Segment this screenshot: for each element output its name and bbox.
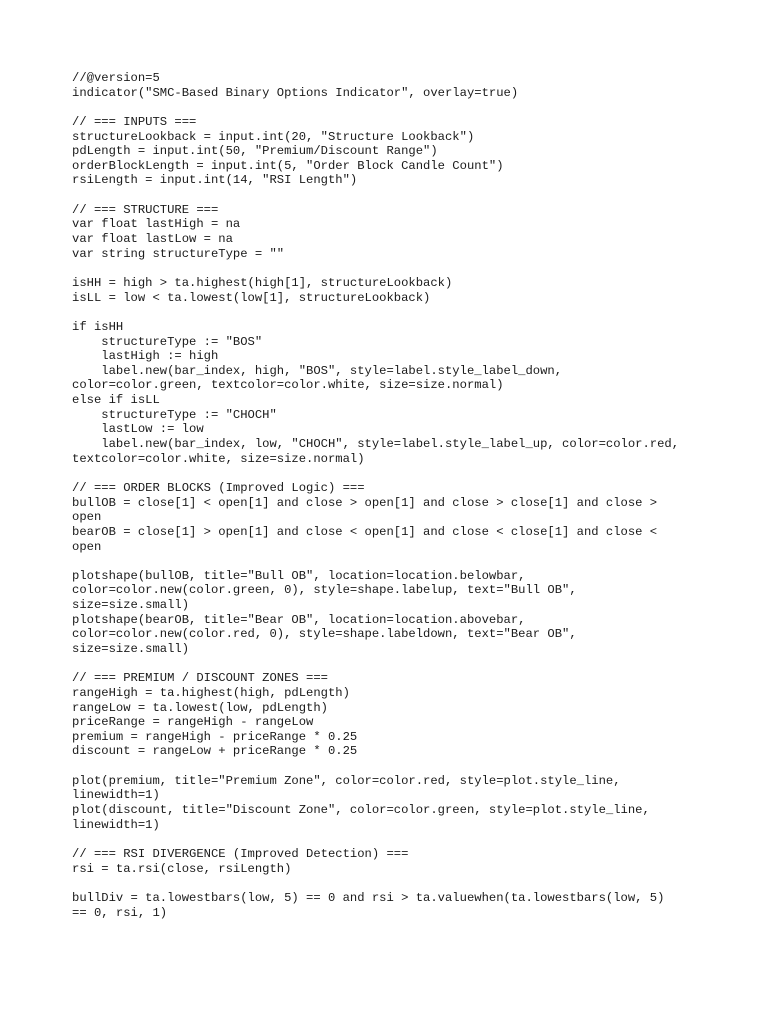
code-line — [72, 554, 732, 569]
code-line: // === INPUTS === — [72, 114, 197, 129]
code-line: var float lastHigh = na — [72, 217, 241, 232]
code-line — [72, 466, 732, 481]
code-listing — [72, 71, 732, 920]
code-line: linewidth=1) — [72, 788, 160, 803]
code-line — [72, 100, 732, 115]
code-line: open — [72, 510, 102, 525]
code-line: isHH = high > ta.highest(high[1], structureLookback) — [72, 275, 453, 290]
code-line: label.new(bar_index, high, "BOS", style=label.style_label_down, — [72, 363, 563, 378]
code-line: discount = rangeLow + priceRange * 0.25 — [72, 744, 358, 759]
code-line: size=size.small) — [72, 598, 190, 613]
code-line: rsi = ta.rsi(close, rsiLength) — [72, 861, 292, 876]
code-line: else if isLL — [72, 393, 160, 408]
code-line: pdLength = input.int(50, "Premium/Discount Range") — [72, 144, 438, 159]
code-line: rangeLow = ta.lowest(low, pdLength) — [72, 700, 328, 715]
code-line: plot(discount, title="Discount Zone", color=color.green, style=plot.style_line, — [72, 803, 650, 818]
code-line: rsiLength = input.int(14, "RSI Length") — [72, 173, 358, 188]
code-line: // === STRUCTURE === — [72, 202, 219, 217]
code-line: // === ORDER BLOCKS (Improved Logic) === — [72, 480, 365, 495]
code-line: lastHigh := high — [72, 349, 219, 364]
code-line: orderBlockLength = input.int(5, "Order Block Candle Count") — [72, 158, 504, 173]
code-line: priceRange = rangeHigh - rangeLow — [72, 715, 314, 730]
code-line: structureLookback = input.int(20, "Structure Lookback") — [72, 129, 475, 144]
code-line: bullDiv = ta.lowestbars(low, 5) == 0 and rsi > ta.valuewhen(ta.lowestbars(low, 5) — [72, 890, 665, 905]
code-line: //@version=5 — [72, 71, 160, 85]
code-line — [72, 657, 732, 672]
code-line — [72, 759, 732, 774]
code-line: linewidth=1) — [72, 817, 160, 832]
code-line: if isHH — [72, 319, 124, 334]
code-line: var float lastLow = na — [72, 232, 233, 247]
code-line: color=color.new(color.green, 0), style=shape.labelup, text="Bull OB", — [72, 583, 577, 598]
code-line — [72, 188, 732, 203]
code-line: open — [72, 539, 102, 554]
code-line: plot(premium, title="Premium Zone", color=color.red, style=plot.style_line, — [72, 773, 621, 788]
code-line: // === PREMIUM / DISCOUNT ZONES === — [72, 671, 328, 686]
code-line — [72, 832, 732, 847]
code-line: color=color.green, textcolor=color.white, size=size.normal) — [72, 378, 504, 393]
code-line: plotshape(bullOB, title="Bull OB", location=location.belowbar, — [72, 568, 526, 583]
code-line: premium = rangeHigh - priceRange * 0.25 — [72, 729, 358, 744]
code-line: textcolor=color.white, size=size.normal) — [72, 451, 365, 466]
code-line: // === RSI DIVERGENCE (Improved Detection) === — [72, 846, 409, 861]
code-line: == 0, rsi, 1) — [72, 905, 168, 920]
code-line: structureType := "BOS" — [72, 334, 263, 349]
code-line — [72, 261, 732, 276]
code-line: label.new(bar_index, low, "CHOCH", style=label.style_label_up, color=color.red, — [72, 437, 680, 452]
code-line: plotshape(bearOB, title="Bear OB", location=location.abovebar, — [72, 612, 526, 627]
code-line: bearOB = close[1] > open[1] and close < open[1] and close < close[1] and close < — [72, 524, 658, 539]
code-line: indicator("SMC-Based Binary Options Indicator", overlay=true) — [72, 85, 519, 100]
code-line: var string structureType = "" — [72, 246, 285, 261]
code-line: lastLow := low — [72, 422, 204, 437]
code-line: color=color.new(color.red, 0), style=shape.labeldown, text="Bear OB", — [72, 627, 577, 642]
code-line — [72, 876, 732, 891]
code-line: structureType := "CHOCH" — [72, 407, 277, 422]
code-line: size=size.small) — [72, 641, 190, 656]
code-line — [72, 305, 732, 320]
code-line: rangeHigh = ta.highest(high, pdLength) — [72, 685, 350, 700]
code-line: bullOB = close[1] < open[1] and close > open[1] and close > close[1] and close > — [72, 495, 658, 510]
code-line: isLL = low < ta.lowest(low[1], structureLookback) — [72, 290, 431, 305]
